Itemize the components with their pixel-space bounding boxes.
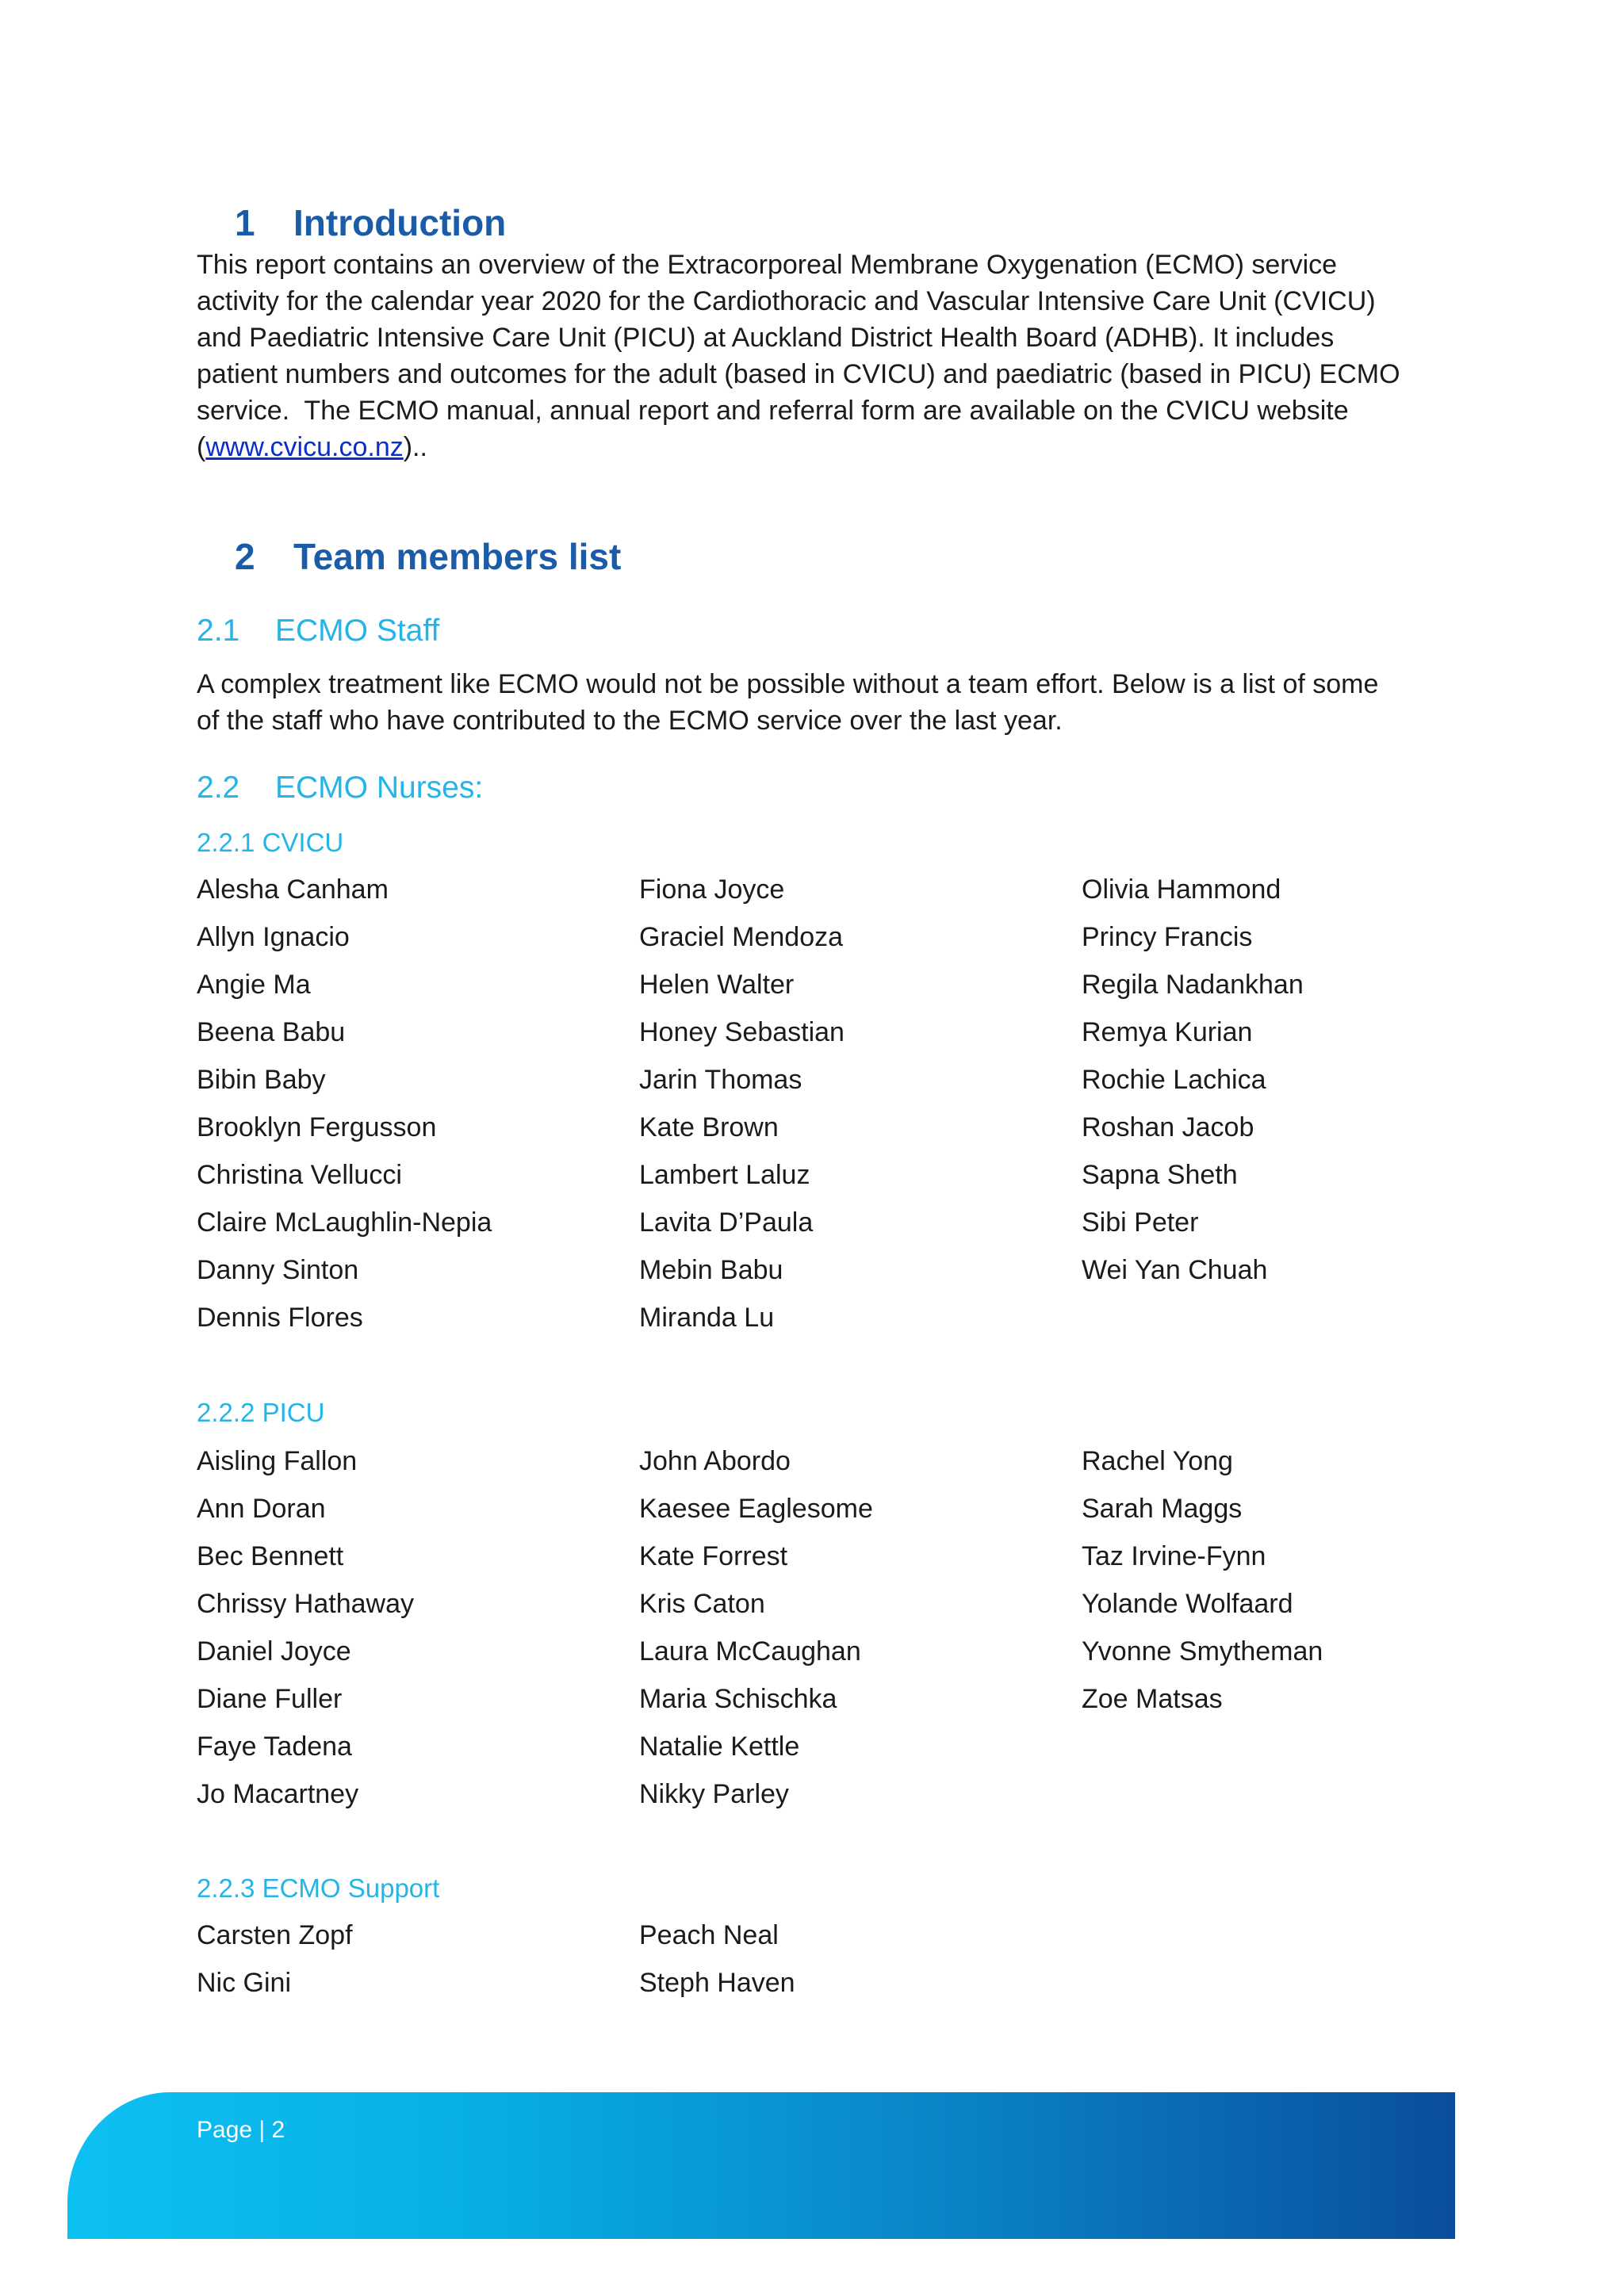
list-item: Nikky Parley: [639, 1779, 789, 1809]
paragraph-line: patient numbers and outcomes for the adult (based in CVICU) and paediatric (based in PICU) ECMO: [197, 359, 1400, 389]
list-item: Laura McCaughan: [639, 1636, 861, 1667]
list-item: Olivia Hammond: [1082, 874, 1281, 905]
link-prefix: (: [197, 432, 206, 462]
list-item: Kris Caton: [639, 1589, 765, 1619]
paragraph-line: A complex treatment like ECMO would not be possible without a team effort. Below is a list of some: [197, 669, 1379, 699]
list-item: Claire McLaughlin-Nepia: [197, 1207, 492, 1238]
link-suffix: )..: [403, 432, 427, 462]
list-item: Regila Nadankhan: [1082, 970, 1304, 1000]
list-item: Alesha Canham: [197, 874, 389, 905]
list-item: Carsten Zopf: [197, 1920, 353, 1950]
list-item: Dennis Flores: [197, 1303, 363, 1333]
staff-paragraph: [197, 666, 1465, 739]
picu-column-2: [639, 1437, 1067, 1818]
list-item: Yolande Wolfaard: [1082, 1589, 1293, 1619]
list-item: Graciel Mendoza: [639, 922, 844, 952]
intro-paragraph: [197, 247, 1465, 465]
list-item: Rochie Lachica: [1082, 1065, 1266, 1095]
paragraph-line: [197, 429, 1465, 465]
subheading-title: ECMO Staff: [275, 614, 440, 648]
heading-team-members: [0, 533, 1624, 580]
list-item: Jarin Thomas: [639, 1065, 802, 1095]
list-item: Roshan Jacob: [1082, 1112, 1254, 1142]
heading-title: Team members list: [293, 536, 622, 577]
paragraph-line: of the staff who have contributed to the ECMO service over the last year.: [197, 706, 1063, 736]
list-item: Remya Kurian: [1082, 1017, 1253, 1047]
list-item: Peach Neal: [639, 1920, 779, 1950]
list-item: Zoe Matsas: [1082, 1684, 1223, 1714]
heading-introduction: [0, 199, 1624, 247]
subheading-picu: 2.2.2 PICU: [197, 1398, 325, 1427]
list-item: Helen Walter: [639, 970, 795, 1000]
list-item: Natalie Kettle: [639, 1732, 800, 1762]
list-item: Beena Babu: [197, 1017, 346, 1047]
list-item: Taz Irvine-Fynn: [1082, 1541, 1266, 1571]
list-item: Kate Brown: [639, 1112, 779, 1142]
list-item: Nic Gini: [197, 1968, 292, 1998]
list-item: Yvonne Smytheman: [1082, 1636, 1323, 1667]
picu-column-3: [1082, 1437, 1510, 1723]
list-item: Aisling Fallon: [197, 1446, 358, 1476]
list-item: Maria Schischka: [639, 1684, 837, 1714]
support-column-2: [639, 1911, 1067, 2007]
list-item: Kaesee Eaglesome: [639, 1494, 873, 1524]
heading-title: Introduction: [293, 202, 507, 243]
list-item: Angie Ma: [197, 970, 311, 1000]
list-item: Sibi Peter: [1082, 1207, 1199, 1238]
list-item: Kate Forrest: [639, 1541, 788, 1571]
list-item: Mebin Babu: [639, 1255, 783, 1285]
paragraph-line: and Paediatric Intensive Care Unit (PICU) at Auckland District Health Board (ADHB). It includes: [197, 323, 1335, 353]
picu-column-1: [197, 1437, 625, 1818]
list-item: Christina Vellucci: [197, 1160, 402, 1190]
cvicu-column-2: [639, 866, 1067, 1341]
subheading-number: 2.2: [197, 771, 240, 805]
list-item: Brooklyn Fergusson: [197, 1112, 437, 1142]
list-item: Chrissy Hathaway: [197, 1589, 414, 1619]
list-item: Ann Doran: [197, 1494, 326, 1524]
list-item: John Abordo: [639, 1446, 791, 1476]
list-item: Daniel Joyce: [197, 1636, 351, 1667]
list-item: Lambert Laluz: [639, 1160, 810, 1190]
subheading-cvicu: 2.2.1 CVICU: [197, 828, 344, 857]
heading-number: 2: [235, 536, 255, 577]
subheading-number: 2.1: [197, 614, 240, 648]
paragraph-line: activity for the calendar year 2020 for the Cardiothoracic and Vascular Intensive Care Unit (CVICU): [197, 286, 1376, 316]
list-item: Allyn Ignacio: [197, 922, 350, 952]
cvicu-column-1: [197, 866, 625, 1341]
list-item: Sapna Sheth: [1082, 1160, 1238, 1190]
list-item: Bec Bennett: [197, 1541, 344, 1571]
list-item: Danny Sinton: [197, 1255, 359, 1285]
subheading-ecmo-staff: [0, 609, 1624, 653]
list-item: Fiona Joyce: [639, 874, 785, 905]
subheading-title: ECMO Nurses:: [275, 771, 484, 805]
page-number: Page | 2: [197, 2117, 285, 2143]
list-item: Lavita D’Paula: [639, 1207, 814, 1238]
paragraph-line: service. The ECMO manual, annual report and referral form are available on the CVICU website: [197, 396, 1349, 426]
list-item: Faye Tadena: [197, 1732, 352, 1762]
support-column-1: [197, 1911, 625, 2007]
list-item: Jo Macartney: [197, 1779, 359, 1809]
list-item: Bibin Baby: [197, 1065, 326, 1095]
list-item: Rachel Yong: [1082, 1446, 1233, 1476]
cvicu-website-link[interactable]: www.cvicu.co.nz: [205, 432, 404, 462]
list-item: Princy Francis: [1082, 922, 1253, 952]
list-item: Steph Haven: [639, 1968, 795, 1998]
list-item: Honey Sebastian: [639, 1017, 845, 1047]
list-item: Diane Fuller: [197, 1684, 343, 1714]
list-item: Miranda Lu: [639, 1303, 775, 1333]
heading-number: 1: [235, 202, 255, 243]
cvicu-column-3: [1082, 866, 1510, 1294]
subheading-ecmo-support: 2.2.3 ECMO Support: [197, 1873, 440, 1903]
subheading-ecmo-nurses: [0, 766, 1624, 810]
paragraph-line: This report contains an overview of the Extracorporeal Membrane Oxygenation (ECMO) service: [197, 250, 1338, 280]
list-item: Sarah Maggs: [1082, 1494, 1243, 1524]
list-item: Wei Yan Chuah: [1082, 1255, 1268, 1285]
